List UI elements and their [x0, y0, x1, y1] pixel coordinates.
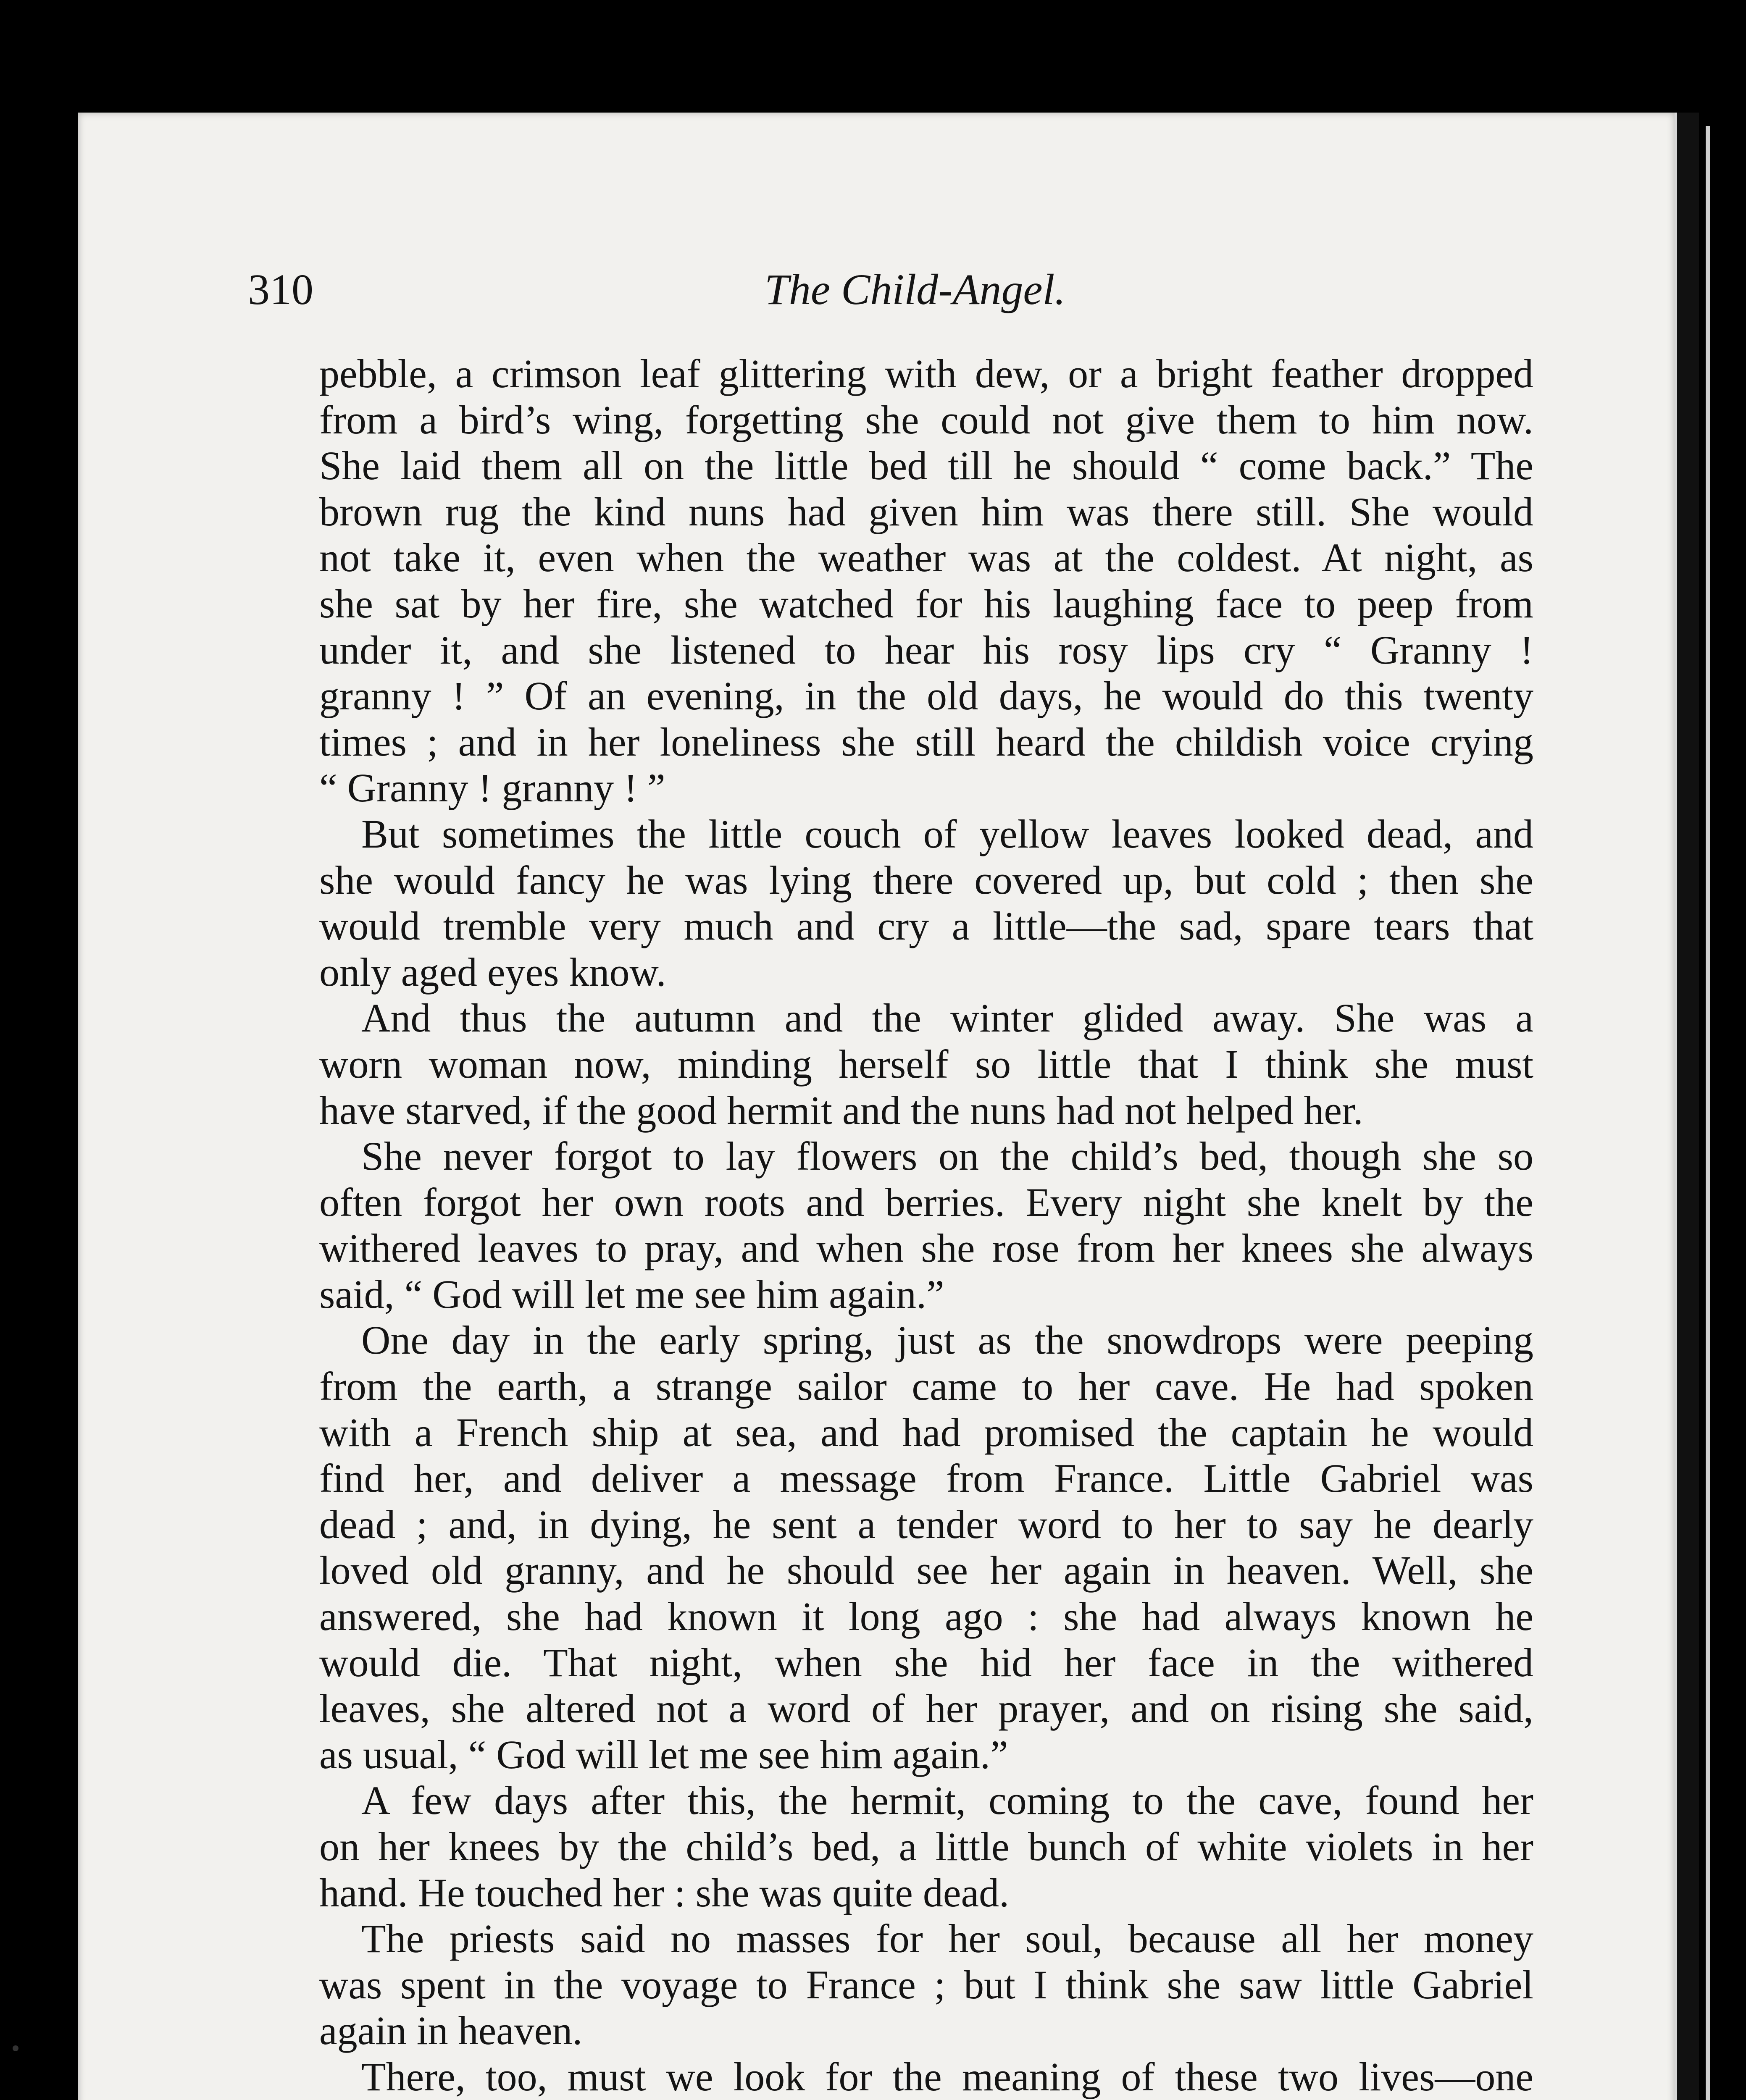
text-line: she sat by her fire, she watched for his laughing face to peep from — [319, 581, 1533, 626]
text-line: have starved, if the good hermit and the nuns had not helped her. — [319, 1087, 1363, 1133]
text-line: granny ! ” Of an evening, in the old days, he would do this twenty — [319, 673, 1533, 719]
text-line: leaves, she altered not a word of her prayer, and on rising she said, — [319, 1686, 1533, 1731]
text-line: brown rug the kind nuns had given him was there still. She would — [319, 489, 1533, 534]
text-line: answered, she had known it long ago : she had always known he — [319, 1594, 1533, 1639]
text-line: pebble, a crimson leaf glittering with dew, or a bright feather dropped — [319, 351, 1533, 396]
running-head: The Child-Angel. — [765, 265, 1066, 314]
text-line: was spent in the voyage to France ; but I think she saw little Gabriel — [319, 1962, 1533, 2007]
body-text — [319, 351, 1533, 2100]
text-line: from the earth, a strange sailor came to her cave. He had spoken — [319, 1364, 1533, 1409]
text-line: only aged eyes know. — [319, 949, 666, 995]
page-header — [248, 265, 1529, 323]
text-line: times ; and in her loneliness she still heard the childish voice crying — [319, 719, 1533, 764]
text-line: One day in the early spring, just as the snowdrops were peeping — [361, 1318, 1533, 1363]
text-line: loved old granny, and he should see her again in heaven. Well, she — [319, 1548, 1533, 1593]
page-edge-strip — [1706, 126, 1710, 2100]
text-line: with a French ship at sea, and had promised the captain he would — [319, 1410, 1533, 1455]
scan-speck — [13, 2045, 18, 2051]
text-line: often forgot her own roots and berries. Every night she knelt by the — [319, 1179, 1533, 1225]
text-line: withered leaves to pray, and when she rose from her knees she always — [319, 1226, 1533, 1271]
text-line: She laid them all on the little bed till he should “ come back.” The — [319, 443, 1533, 488]
page-edge-right — [1675, 113, 1699, 2100]
text-line: find her, and deliver a message from France. Little Gabriel was — [319, 1456, 1533, 1501]
text-line: from a bird’s wing, forgetting she could not give them to him now. — [319, 397, 1533, 442]
text-line: said, “ God will let me see him again.” — [319, 1271, 944, 1317]
text-line: She never forgot to lay flowers on the child’s bed, though she so — [361, 1134, 1533, 1179]
text-line: under it, and she listened to hear his rosy lips cry “ Granny ! — [319, 627, 1533, 672]
text-line: would tremble very much and cry a little—the sad, spare tears that — [319, 903, 1533, 949]
text-line: she would fancy he was lying there covered up, but cold ; then she — [319, 857, 1533, 903]
text-line: A few days after this, the hermit, coming to the cave, found her — [361, 1778, 1533, 1823]
text-line: would die. That night, when she hid her face in the withered — [319, 1640, 1533, 1685]
text-line: not take it, even when the weather was at the coldest. At night, as — [319, 535, 1533, 580]
page-number: 310 — [248, 265, 313, 314]
text-line: The priests said no masses for her soul, because all her money — [361, 1916, 1533, 1961]
text-line: on her knees by the child’s bed, a little bunch of white violets in her — [319, 1824, 1533, 1869]
text-line: again in heaven. — [319, 2008, 583, 2053]
text-line: hand. He touched her : she was quite dead. — [319, 1870, 1010, 1915]
text-line: There, too, must we look for the meaning of these two lives—one — [361, 2054, 1533, 2099]
text-line: And thus the autumn and the winter glided away. She was a — [361, 995, 1533, 1041]
text-line: worn woman now, minding herself so little that I think she must — [319, 1041, 1533, 1087]
text-line: But sometimes the little couch of yellow leaves looked dead, and — [361, 811, 1533, 856]
text-line: “ Granny ! granny ! ” — [319, 765, 665, 811]
text-line: dead ; and, in dying, he sent a tender word to her to say he dearly — [319, 1502, 1533, 1547]
text-line: as usual, “ God will let me see him again.” — [319, 1732, 1008, 1777]
